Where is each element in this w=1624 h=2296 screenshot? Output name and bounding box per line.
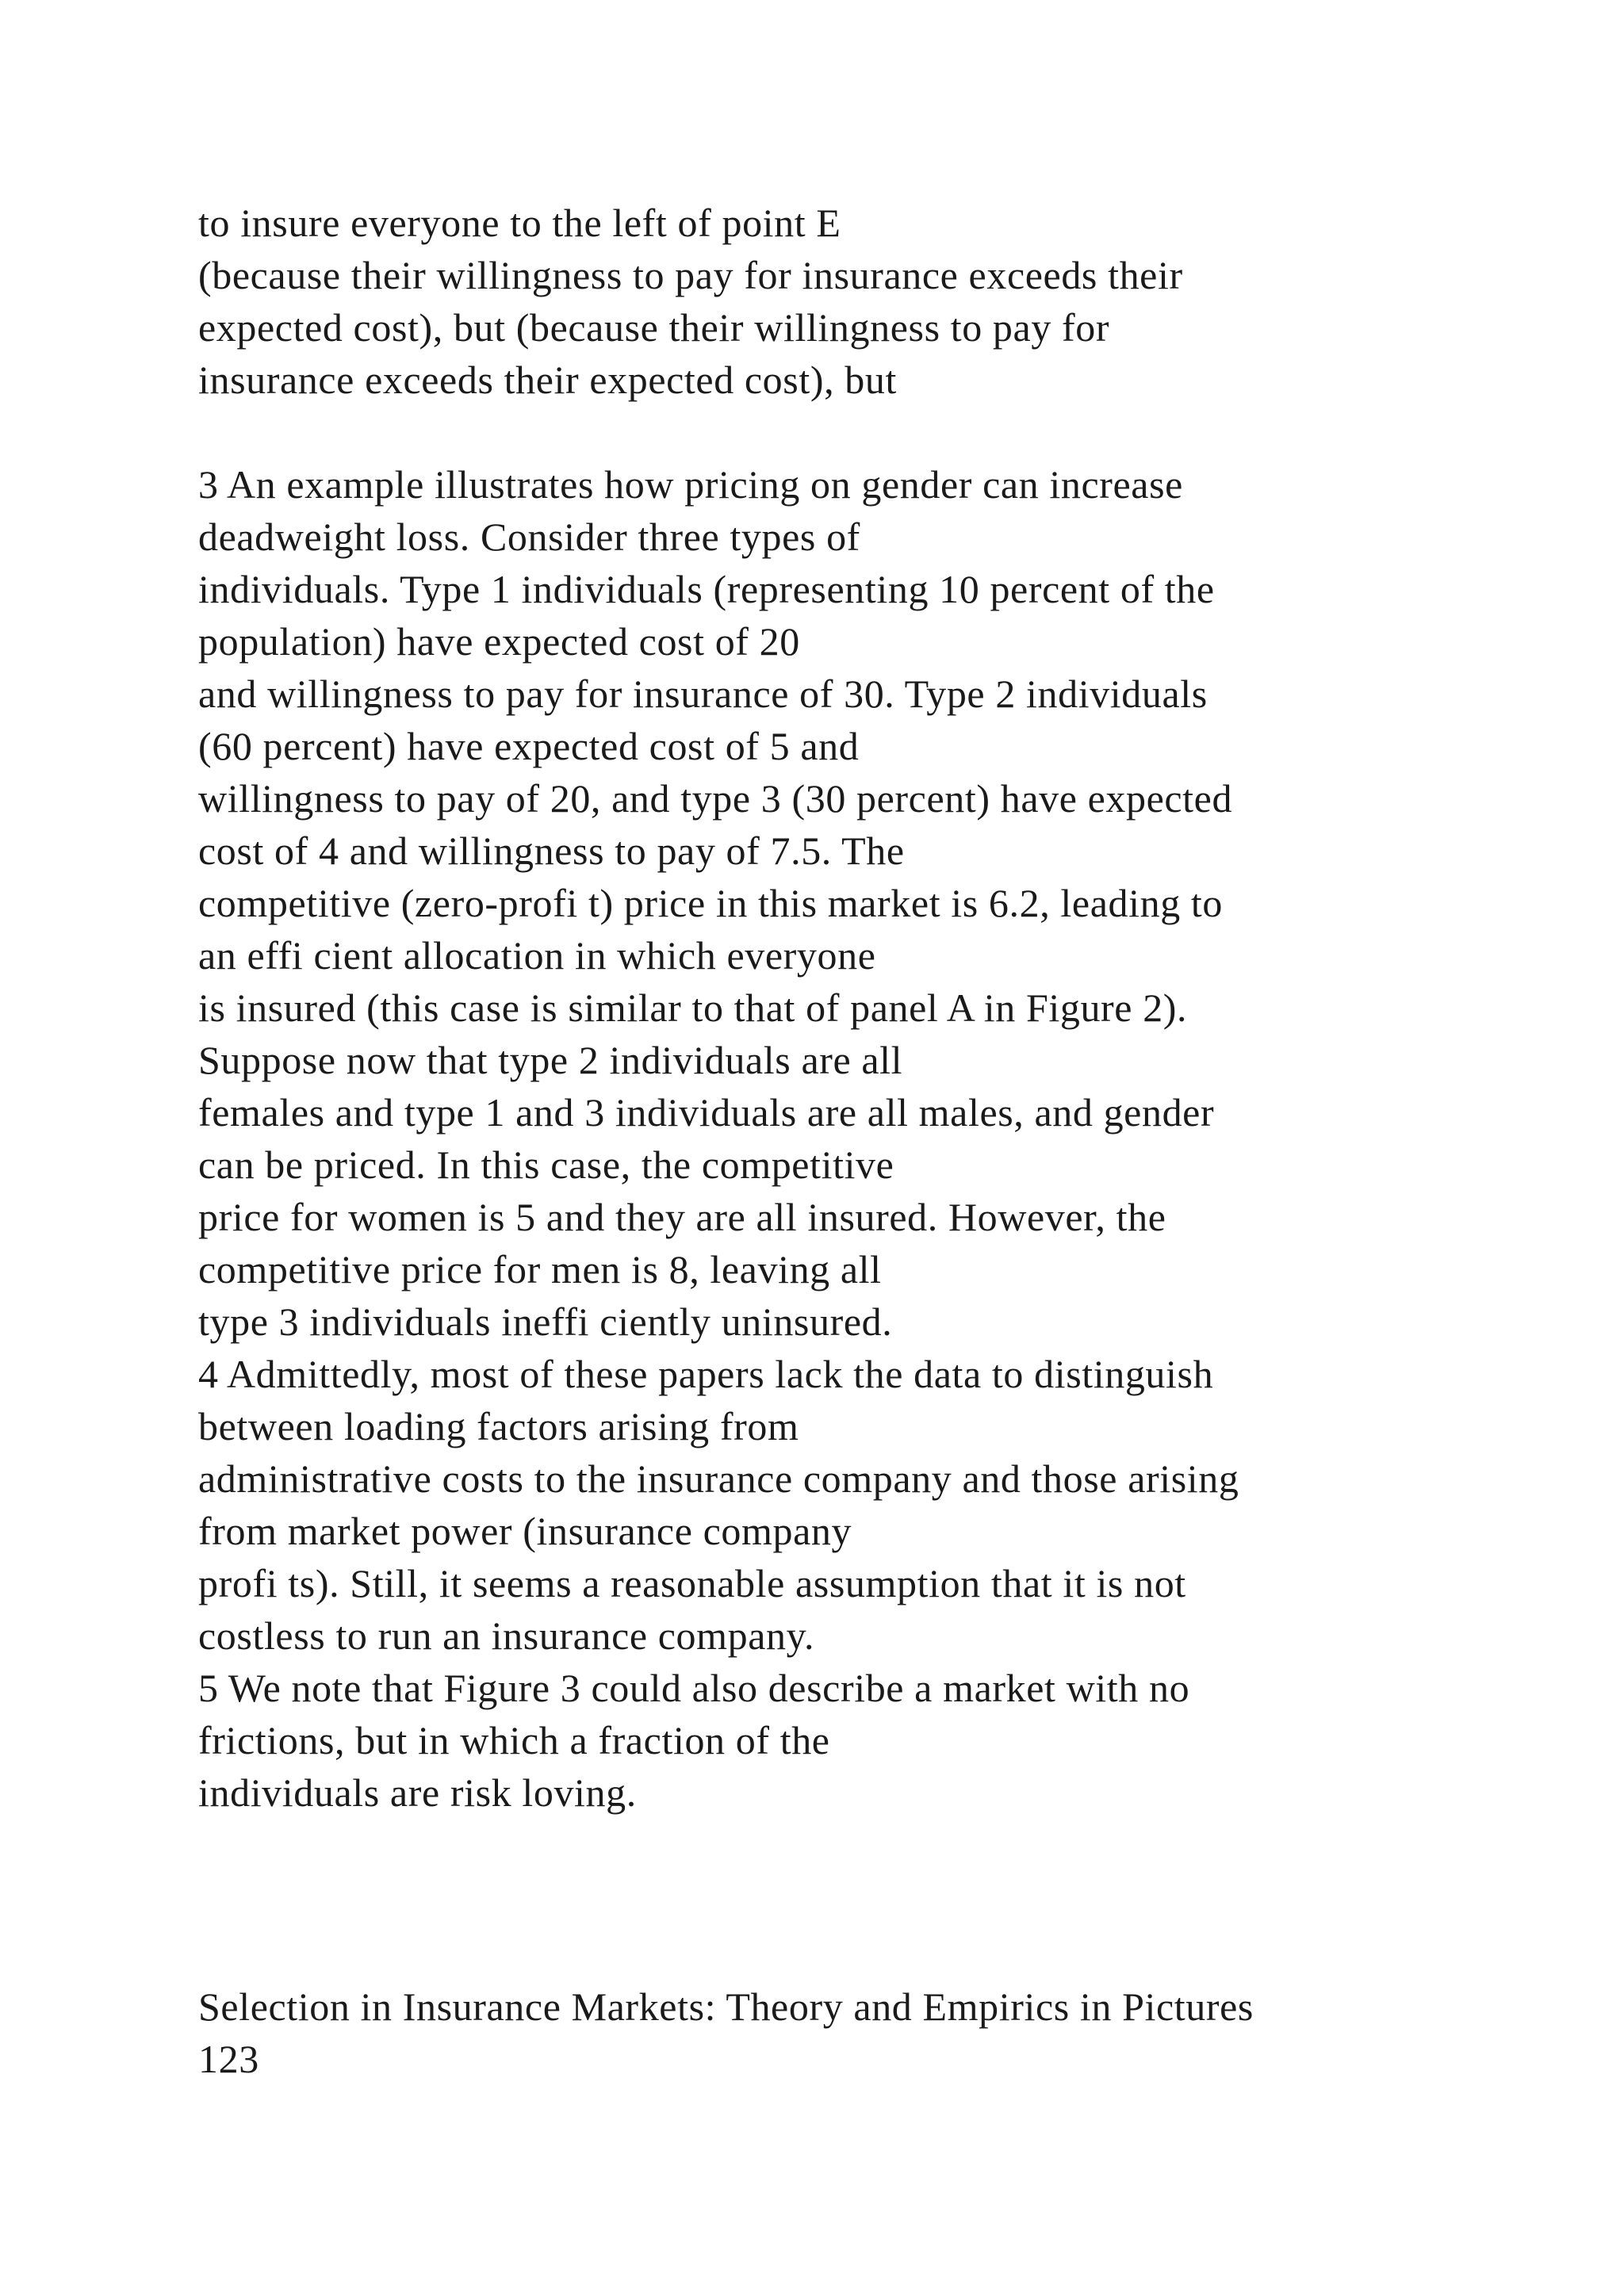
running-footer <box>198 1980 1562 2085</box>
footnote-line: deadweight loss. Consider three types of <box>198 515 860 559</box>
footnote-line: between loading factors arising from <box>198 1404 799 1448</box>
footnote-line: administrative costs to the insurance company and those arising <box>198 1456 1239 1501</box>
footnote-line: frictions, but in which a fraction of the <box>198 1718 830 1762</box>
continued-paragraph <box>198 197 1562 406</box>
footnote-line: 5 We note that Figure 3 could also describe a market with no <box>198 1666 1190 1710</box>
page-number: 123 <box>198 2037 259 2081</box>
text-line: to insure everyone to the left of point E <box>198 201 841 245</box>
footnote-line: costless to run an insurance company. <box>198 1613 815 1658</box>
footnote-line: an effi cient allocation in which everyone <box>198 933 876 978</box>
footnote-line: price for women is 5 and they are all insured. However, the <box>198 1195 1166 1239</box>
footnote-line: is insured (this case is similar to that of panel A in Figure 2). <box>198 985 1188 1030</box>
text-line: expected cost), but (because their willingness to pay for <box>198 305 1110 350</box>
footnote-line: individuals. Type 1 individuals (representing 10 percent of the <box>198 567 1215 611</box>
footnote-line: willingness to pay of 20, and type 3 (30 percent) have expected <box>198 776 1233 821</box>
footnote-line: and willingness to pay for insurance of 30. Type 2 individuals <box>198 672 1208 716</box>
footnote-line: from market power (insurance company <box>198 1509 852 1553</box>
footnote-line: population) have expected cost of 20 <box>198 619 800 664</box>
footnote-line: Suppose now that type 2 individuals are all <box>198 1038 903 1082</box>
footnote-line: can be priced. In this case, the competitive <box>198 1142 894 1187</box>
footnote-line: competitive price for men is 8, leaving all <box>198 1247 882 1292</box>
footnote-line: (60 percent) have expected cost of 5 and <box>198 724 860 768</box>
footnote-line: type 3 individuals ineffi ciently uninsured. <box>198 1299 893 1344</box>
footnote-line: competitive (zero-profi t) price in this market is 6.2, leading to <box>198 881 1223 925</box>
footnote-line: females and type 1 and 3 individuals are all males, and gender <box>198 1090 1215 1135</box>
footnote-line: profi ts). Still, it seems a reasonable assumption that it is not <box>198 1561 1186 1605</box>
footer-title: Selection in Insurance Markets: Theory and Empirics in Pictures <box>198 1984 1254 2029</box>
footnote-line: 3 An example illustrates how pricing on gender can increase <box>198 462 1183 507</box>
footnote-line: 4 Admittedly, most of these papers lack the data to distinguish <box>198 1352 1214 1396</box>
footnote-line: cost of 4 and willingness to pay of 7.5. The <box>198 828 905 873</box>
text-line: (because their willingness to pay for insurance exceeds their <box>198 253 1183 297</box>
footnotes <box>198 458 1562 1819</box>
footnote-line: individuals are risk loving. <box>198 1770 637 1815</box>
text-line: insurance exceeds their expected cost), but <box>198 358 897 402</box>
